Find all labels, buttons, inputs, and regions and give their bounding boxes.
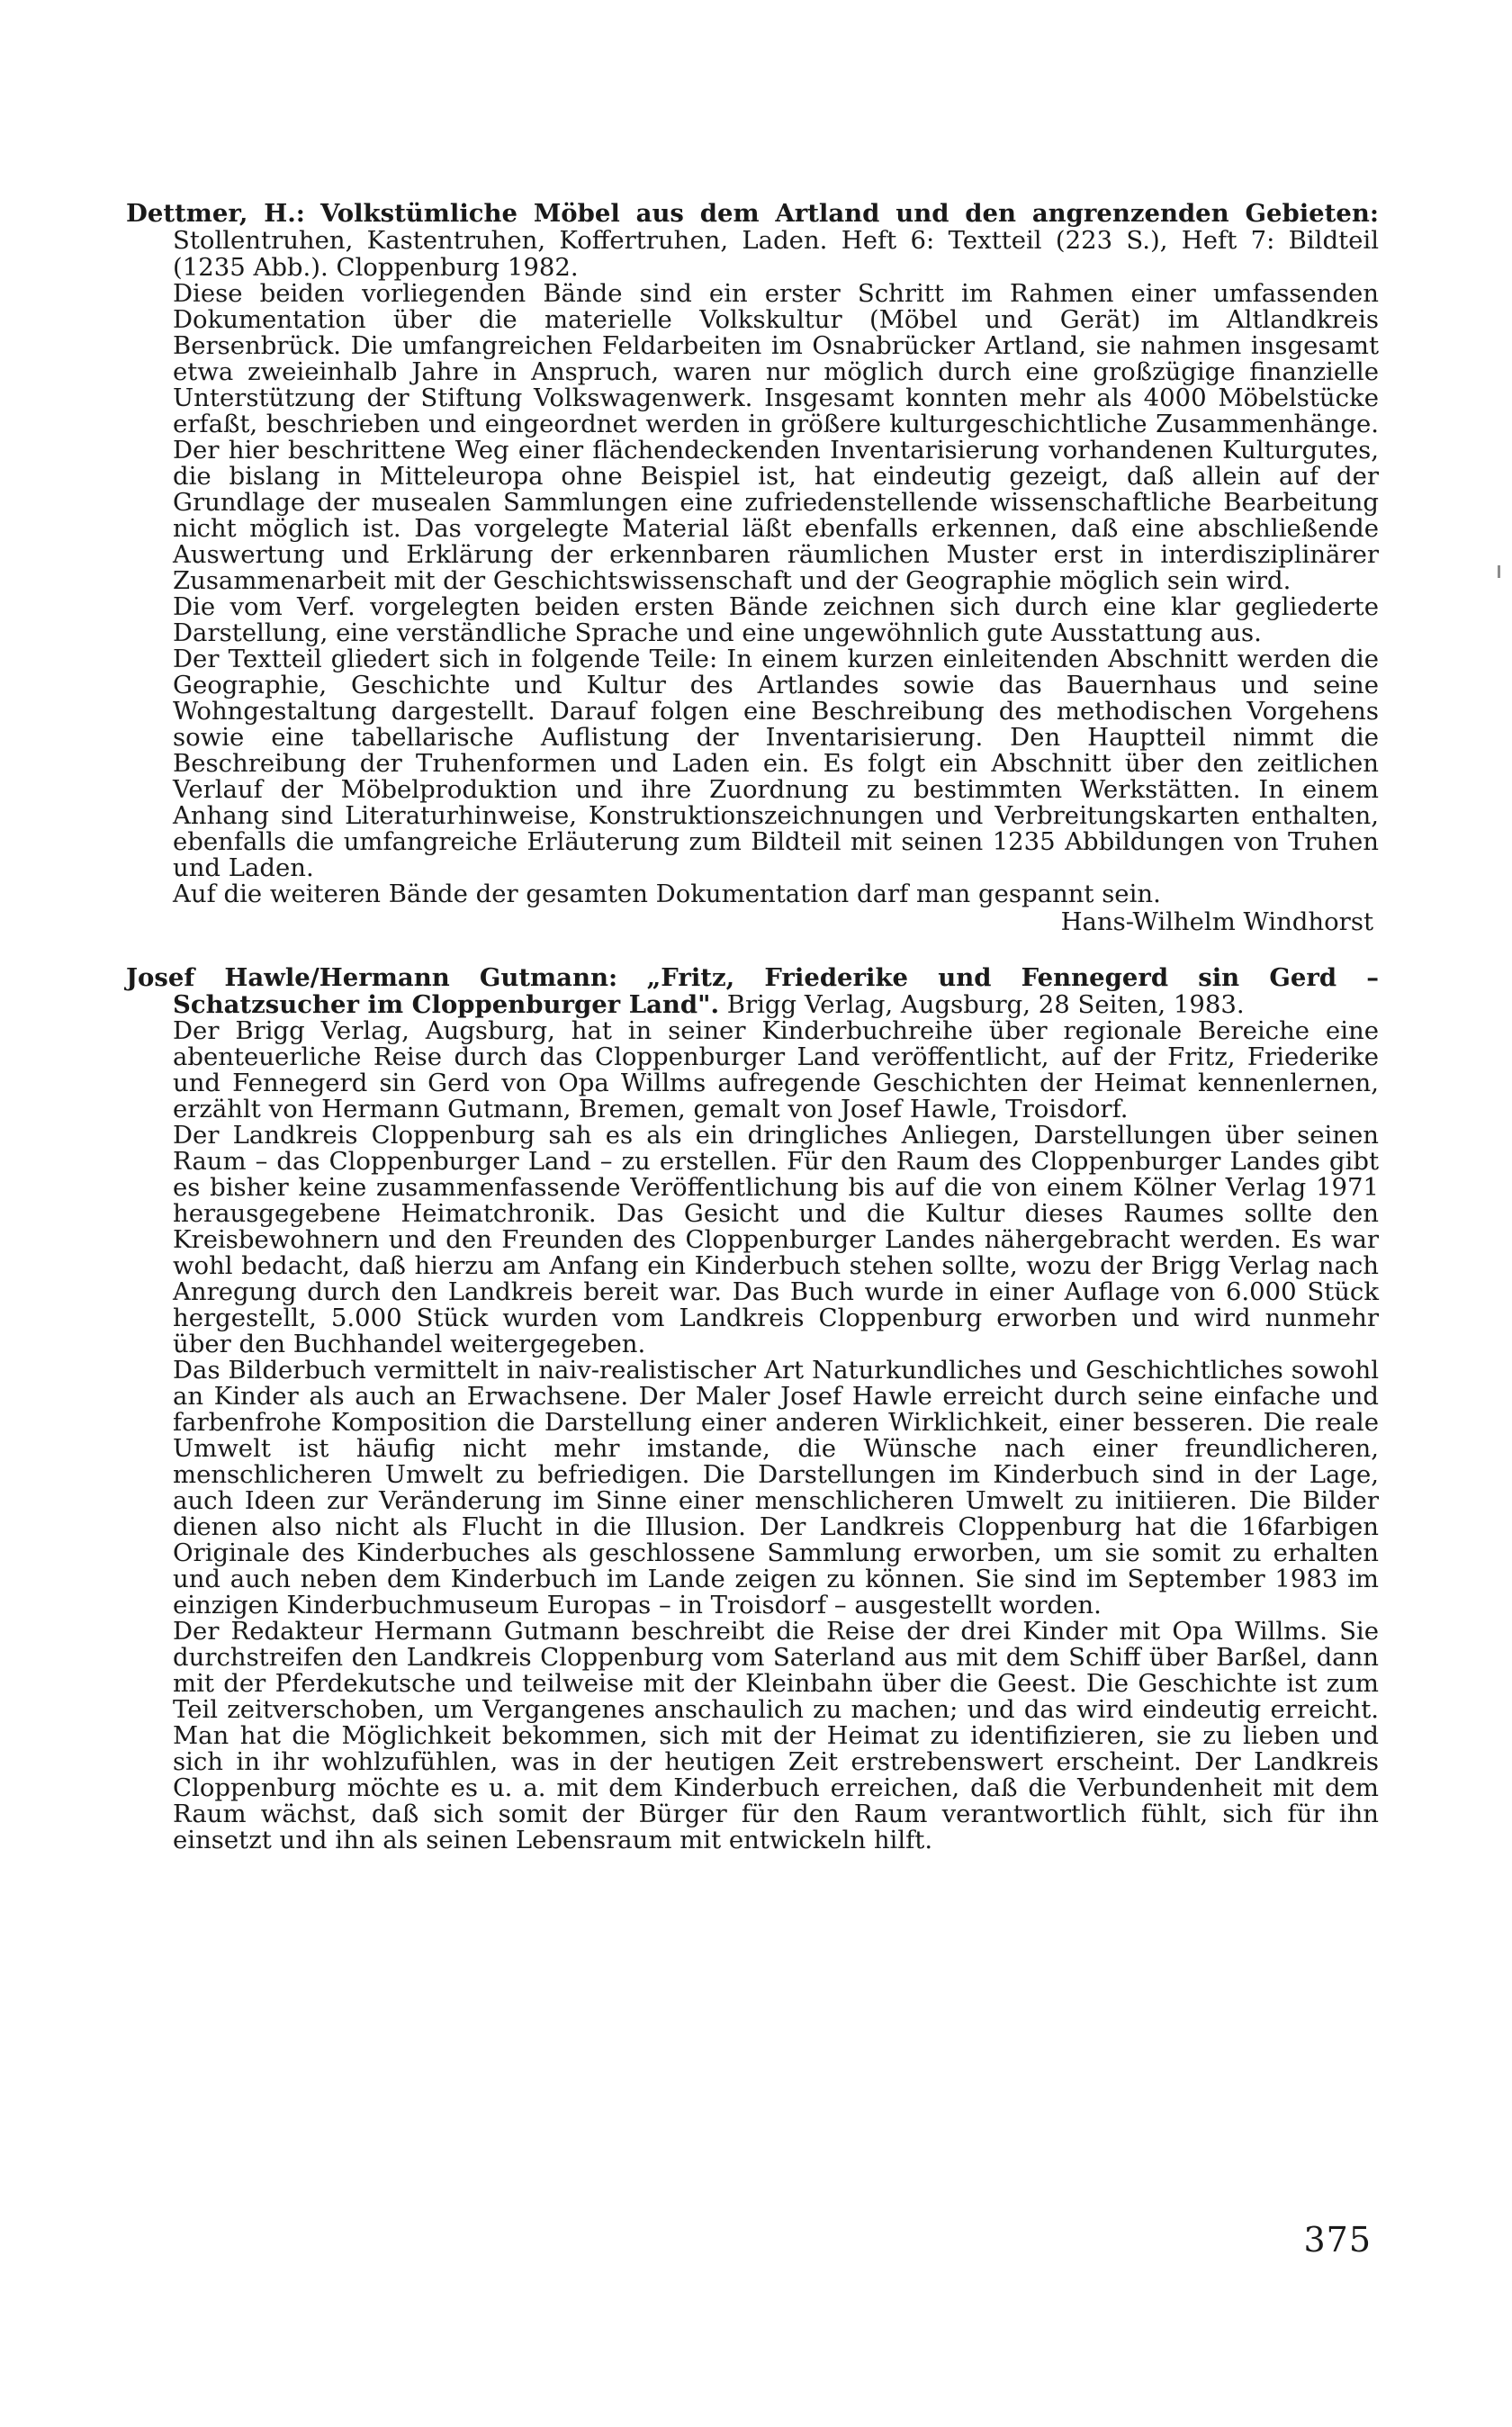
review-title: „Fritz, Friederike und Fennegerd sin Gerd – Schatzsucher im Cloppenburger Land". (173, 963, 1379, 1019)
review-paragraph: Der Brigg Verlag, Augsburg, hat in seiner Kinderbuchreihe über regionale Bereiche eine abenteuerliche Reise durch das Cloppenburger Land veröffentlicht, auf der Fritz, Friederike und Fennegerd sin Gerd von Opa Willms aufregende Geschichten der Heimat kennenlernen, erzählt von Hermann Gutmann, Bremen, gemalt von Josef Hawle, Troisdorf. (173, 1016, 1379, 1123)
review-paragraph: Auf die weiteren Bände der gesamten Dokumentation darf man gespannt sein. (173, 880, 1161, 908)
review-paragraph: Der Landkreis Cloppenburg sah es als ein dringliches Anliegen, Darstellungen über seinen Raum – das Cloppenburger Land – zu erstellen. Für den Raum des Cloppenburger Landes gibt es bisher keine zusammenfassende Veröffentlichung bis auf die von einem Kölner Verlag 1971 herausgegebene Heimatchronik. Das Gesicht und die Kultur dieses Raumes sollte den Kreisbewohnern und den Freunden des Cloppenburger Landes nähergebracht werden. Es war wohl bedacht, daß hierzu am Anfang ein Kinderbuch stehen sollte, wozu der Brigg Verlag nach Anregung durch den Landkreis bereit war. Das Buch wurde in einer Auflage von 6.000 Stück hergestellt, 5.000 Stück wurden vom Landkreis Cloppenburg erworben und wird nunmehr über den Buchhandel weitergegeben. (173, 1121, 1379, 1358)
review-paragraph: Der Textteil gliedert sich in folgende Teile: In einem kurzen einleitenden Abschnitt werden die Geographie, Geschichte und Kultur des Artlandes sowie das Bauernhaus und seine Wohngestaltung dargestellt. Darauf folgen eine Beschreibung des methodischen Vorgehens sowie eine tabellarische Auflistung der Inventarisierung. Den Hauptteil nimmt die Beschreibung der Truhenformen und Laden ein. Es folgt ein Abschnitt über den zeitlichen Verlauf der Möbelproduktion und ihre Zuordnung zu bestimmten Werkstätten. In einem Anhang sind Literaturhinweise, Konstruktionszeichnungen und Verbreitungskarten enthalten, ebenfalls die umfangreiche Erläuterung zum Bildteil mit seinen 1235 Abbildungen von Truhen und Laden. (173, 645, 1379, 882)
reviewer-signature: Hans-Wilhelm Windhorst (1060, 907, 1373, 936)
review-title: Volkstümliche Möbel aus dem Artland und den angrenzenden Gebieten: (320, 199, 1379, 228)
review-hawle-gutmann (126, 964, 1379, 1854)
page-number: 375 (1303, 2220, 1372, 2260)
review-paragraph: Die vom Verf. vorgelegten beiden ersten Bände zeichnen sich durch eine klar gegliederte Darstellung, eine verständliche Sprache und eine ungewöhnlich gute Ausstattung aus. (173, 592, 1379, 647)
review-paragraph: Diese beiden vorliegenden Bände sind ein erster Schritt im Rahmen einer umfassenden Dokumentation über die materielle Volkskultur (Möbel und Gerät) im Altlandkreis Bersenbrück. Die umfangreichen Feldarbeiten im Osnabrücker Artland, sie nahmen insgesamt etwa zweieinhalb Jahre in Anspruch, waren nur möglich durch eine großzügige finanzielle Unterstützung der Stiftung Volkswagenwerk. Insgesamt konnten mehr als 4000 Möbelstücke erfaßt, beschrieben und eingeordnet werden in größere kulturgeschichtliche Zusammenhänge. Der hier beschrittene Weg einer flächendeckenden Inventarisierung vorhandenen Kulturgutes, die bislang in Mitteleuropa ohne Beispiel ist, hat eindeutig gezeigt, daß allein auf der Grundlage der musealen Sammlungen eine zufriedenstellende wissenschaftliche Bearbeitung nicht möglich ist. Das vorgelegte Material läßt ebenfalls erkennen, daß eine abschließende Auswertung und Erklärung der erkennbaren räumlichen Muster erst in interdisziplinärer Zusammenarbeit mit der Geschichtswissenschaft und der Geographie möglich sein wird. (173, 279, 1379, 595)
text-column (126, 200, 1379, 1854)
review-heading (126, 964, 1379, 1018)
review-details: Stollentruhen, Kastentruhen, Koffertruhen, Laden. Heft 6: Textteil (223 S.), Heft 7: Bildteil (1235 Abb.). Cloppenburg 1982. (173, 226, 1379, 282)
review-author: Dettmer, H.: (126, 199, 305, 228)
review-author: Josef Hawle/Hermann Gutmann: (126, 963, 618, 992)
review-paragraph: Das Bilderbuch vermittelt in naiv-realistischer Art Naturkundliches und Geschichtliches sowohl an Kinder als auch an Erwachsene. Der Maler Josef Hawle erreicht durch seine einfache und farbenfrohe Komposition die Darstellung einer anderen Wirklichkeit, einer besseren. Die reale Umwelt ist häufig nicht mehr imstande, die Wünsche nach einer freundlicheren, menschlicheren Umwelt zu befriedigen. Die Darstellungen im Kinderbuch sind in der Lage, auch Ideen zur Veränderung im Sinne einer menschlicheren Umwelt zu initiieren. Die Bilder dienen also nicht als Flucht in die Illusion. Der Landkreis Cloppenburg hat die 16farbigen Originale des Kinderbuches als geschlossene Sammlung erworben, um sie somit zu erhalten und auch neben dem Kinderbuch im Lande zeigen zu können. Sie sind im September 1983 im einzigen Kinderbuchmuseum Europas – in Troisdorf – ausgestellt worden. (173, 1356, 1379, 1620)
review-heading (126, 200, 1379, 281)
review-details: Brigg Verlag, Augsburg, 28 Seiten, 1983. (726, 990, 1245, 1019)
review-paragraph: Der Redakteur Hermann Gutmann beschreibt die Reise der drei Kinder mit Opa Willms. Sie durchstreifen den Landkreis Cloppenburg vom Saterland aus mit dem Schiff über Barßel, dann mit der Pferdekutsche und teilweise mit der Kleinbahn über die Geest. Die Geschichte ist zum Teil zeitverschoben, um Vergangenes anschaulich zu machen; und das wird eindeutig erreicht. Man hat die Möglichkeit bekommen, sich mit der Heimat zu identifizieren, sie zu lieben und sich in ihr wohlzufühlen, was in der heutigen Zeit erstrebenswert erscheint. Der Landkreis Cloppenburg möchte es u. a. mit dem Kinderbuch erreichen, daß die Verbundenheit mit dem Raum wächst, daß sich somit der Bürger für den Raum verantwortlich fühlt, sich für ihn einsetzt und ihn als seinen Lebensraum mit entwickeln hilft. (173, 1617, 1379, 1854)
review-dettmer (126, 200, 1379, 935)
margin-mark (1498, 565, 1500, 578)
